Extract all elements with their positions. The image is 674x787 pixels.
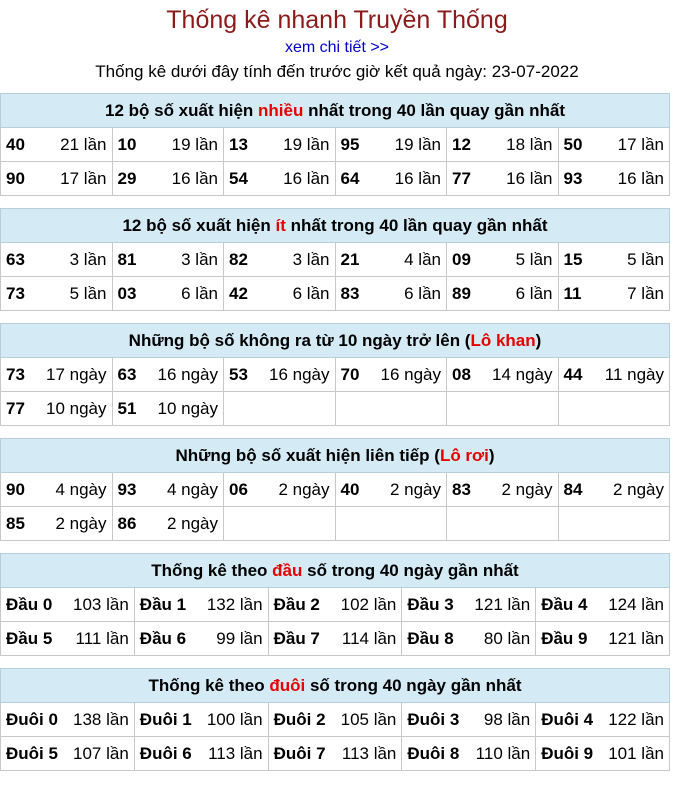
stat-cell	[224, 277, 336, 311]
stat-value: 101 lần	[608, 743, 664, 763]
stat-value: 16 lần	[506, 168, 553, 188]
stat-cell	[558, 507, 670, 541]
stat-value: 102 lần	[340, 594, 397, 614]
stat-cell	[1, 703, 135, 737]
stat-value: 138 lần	[73, 709, 129, 729]
stat-value: 98 lần	[483, 709, 531, 729]
stat-key: 90	[6, 479, 25, 499]
stat-key: 40	[6, 134, 25, 154]
stat-value: 16 ngày	[157, 364, 218, 384]
stat-value: 111 lần	[75, 628, 129, 648]
stat-cell	[112, 162, 224, 196]
section-title-text: nhất trong 40 lần quay gần nhất	[303, 100, 566, 120]
stat-key: 63	[6, 249, 25, 269]
section-title-text: số trong 40 ngày gần nhất	[305, 675, 522, 695]
stat-key: 89	[452, 283, 471, 303]
stat-cell	[447, 392, 559, 426]
stat-value: 2 ngày	[501, 479, 553, 499]
stat-key: 09	[452, 249, 471, 269]
stat-value: 2 ngày	[166, 513, 218, 533]
stat-value: 121 lần	[474, 594, 531, 614]
lo-roi-table	[0, 438, 670, 541]
table-row	[1, 277, 670, 311]
stat-key: 29	[117, 168, 137, 188]
stat-cell	[268, 703, 402, 737]
stat-cell	[268, 737, 402, 771]
stat-cell	[335, 507, 447, 541]
stat-key: 93	[563, 168, 583, 188]
stat-key: Đầu 9	[541, 628, 588, 648]
stat-cell	[335, 128, 447, 162]
page-subtitle: Thống kê dưới đây tính đến trước giờ kết quả ngày: 23-07-2022	[95, 62, 579, 81]
stat-key: Đuôi 1	[139, 709, 192, 729]
stat-key: 77	[6, 398, 25, 418]
stat-cell	[134, 588, 268, 622]
stat-key: 12	[452, 134, 471, 154]
section-title-text: số trong 40 ngày gần nhất	[302, 560, 519, 580]
stat-value: 11 ngày	[604, 364, 664, 384]
stat-key: Đầu 7	[273, 628, 320, 648]
stat-cell	[112, 243, 224, 277]
stat-key: 10	[117, 134, 137, 154]
stat-cell	[112, 128, 224, 162]
section-title	[1, 669, 670, 703]
section-title-highlight: Lô khan	[470, 330, 536, 350]
stat-cell	[1, 162, 113, 196]
stat-cell	[447, 277, 559, 311]
stat-cell	[134, 622, 268, 656]
table-row	[1, 588, 670, 622]
stat-value: 6 lần	[515, 283, 553, 303]
stat-cell	[402, 703, 536, 737]
stat-cell	[224, 128, 336, 162]
table-row	[1, 473, 670, 507]
stat-value: 80 lần	[483, 628, 531, 648]
stat-cell	[1, 588, 135, 622]
stat-cell	[447, 358, 559, 392]
stat-key: 03	[117, 283, 137, 303]
stat-value: 16 lần	[394, 168, 441, 188]
stat-value: 16 lần	[617, 168, 664, 188]
stat-key: Đầu 6	[139, 628, 187, 648]
stat-value: 107 lần	[73, 743, 129, 763]
section-title-text: )	[535, 330, 542, 350]
stat-key: 77	[452, 168, 471, 188]
stat-key: 85	[6, 513, 25, 533]
least-frequent-table	[0, 208, 670, 311]
stat-key: 42	[229, 283, 248, 303]
stat-key: Đuôi 8	[407, 743, 460, 763]
section-title-text: nhất trong 40 lần quay gần nhất	[285, 215, 548, 235]
stat-key: 64	[340, 168, 360, 188]
stat-cell	[224, 358, 336, 392]
stat-cell	[1, 128, 113, 162]
stat-value: 16 lần	[283, 168, 330, 188]
stat-cell	[447, 473, 559, 507]
stat-key: 81	[117, 249, 137, 269]
stat-cell	[402, 622, 536, 656]
stat-value: 17 lần	[60, 168, 107, 188]
tail-digit-stats-table	[0, 668, 670, 771]
stat-key: Đầu 0	[6, 594, 53, 614]
stat-key: 11	[563, 283, 582, 303]
stat-cell	[402, 588, 536, 622]
stat-cell	[536, 622, 670, 656]
section-title-text: Thống kê theo	[148, 675, 270, 695]
stat-cell	[224, 162, 336, 196]
stat-cell	[1, 277, 113, 311]
stat-cell	[224, 507, 336, 541]
stat-key: Đầu 8	[407, 628, 454, 648]
stat-cell	[268, 588, 402, 622]
stat-key: Đuôi 2	[273, 709, 326, 729]
stat-cell	[558, 392, 670, 426]
stat-cell	[1, 392, 113, 426]
stat-value: 19 lần	[171, 134, 218, 154]
stat-cell	[335, 162, 447, 196]
stat-key: 44	[563, 364, 583, 384]
stat-value: 6 lần	[404, 283, 441, 303]
stat-value: 4 ngày	[166, 479, 218, 499]
most-frequent-table	[0, 93, 670, 196]
stat-key: 84	[563, 479, 583, 499]
stat-key: 86	[117, 513, 137, 533]
stat-key: Đầu 4	[541, 594, 588, 614]
stat-key: 95	[340, 134, 360, 154]
stat-cell	[558, 162, 670, 196]
table-row	[1, 737, 670, 771]
section-title-text: Những bộ số xuất hiện liên tiếp (	[175, 445, 440, 465]
stat-value: 7 lần	[627, 283, 664, 303]
stat-key: 90	[6, 168, 25, 188]
stat-cell	[447, 128, 559, 162]
stat-value: 2 ngày	[389, 479, 441, 499]
stat-cell	[558, 128, 670, 162]
stat-key: 13	[229, 134, 248, 154]
stat-key: 82	[229, 249, 248, 269]
stat-value: 21 lần	[60, 134, 107, 154]
stat-key: 83	[452, 479, 471, 499]
stat-value: 114 lần	[341, 628, 397, 648]
page-title: Thống kê nhanh Truyền Thống	[166, 6, 508, 34]
stat-value: 2 ngày	[278, 479, 330, 499]
stat-cell	[224, 392, 336, 426]
stat-key: 73	[6, 283, 25, 303]
stat-key: 15	[563, 249, 583, 269]
stat-value: 2 ngày	[612, 479, 664, 499]
stat-key: Đuôi 7	[273, 743, 326, 763]
section-title-text: )	[488, 445, 495, 465]
stat-value: 105 lần	[340, 709, 397, 729]
more-link-row	[0, 38, 674, 58]
stat-value: 17 lần	[617, 134, 664, 154]
stat-cell	[1, 737, 135, 771]
stat-value: 121 lần	[608, 628, 664, 648]
stat-cell	[402, 737, 536, 771]
section-title-text: 12 bộ số xuất hiện	[104, 100, 259, 120]
stat-value: 5 lần	[627, 249, 664, 269]
stat-cell	[536, 588, 670, 622]
stat-cell	[335, 277, 447, 311]
stat-cell	[112, 473, 224, 507]
section-title-text: 12 bộ số xuất hiện	[122, 215, 276, 235]
stat-value: 122 lần	[608, 709, 664, 729]
table-row	[1, 128, 670, 162]
stat-key: 21	[340, 249, 360, 269]
stat-cell	[268, 622, 402, 656]
section-title-text: Những bộ số không ra từ 10 ngày trở lên (	[128, 330, 471, 350]
stat-cell	[558, 358, 670, 392]
stat-value: 99 lần	[216, 628, 263, 648]
stat-value: 103 lần	[73, 594, 129, 614]
stat-value: 3 lần	[69, 249, 107, 269]
stat-cell	[112, 277, 224, 311]
stat-cell	[134, 703, 268, 737]
stat-value: 17 ngày	[46, 364, 107, 384]
stat-key: 50	[563, 134, 583, 154]
stat-cell	[134, 737, 268, 771]
stat-key: Đuôi 3	[407, 709, 460, 729]
stat-cell	[558, 277, 670, 311]
section-title	[1, 324, 670, 358]
section-title	[1, 94, 670, 128]
stat-value: 113 lần	[341, 743, 397, 763]
table-row	[1, 622, 670, 656]
stat-key: Đầu 3	[407, 594, 454, 614]
stat-cell	[1, 622, 135, 656]
stat-key: 06	[229, 479, 248, 499]
stat-cell	[1, 358, 113, 392]
stat-cell	[224, 243, 336, 277]
stat-value: 10 ngày	[46, 398, 107, 418]
stat-value: 4 ngày	[55, 479, 107, 499]
stat-cell	[447, 162, 559, 196]
stat-value: 18 lần	[506, 134, 553, 154]
stat-cell	[558, 473, 670, 507]
head-digit-stats-table	[0, 553, 670, 656]
section-title-highlight: đuôi	[269, 675, 306, 695]
stat-value: 6 lần	[292, 283, 330, 303]
stat-cell	[335, 473, 447, 507]
stat-value: 5 lần	[69, 283, 107, 303]
stat-value: 3 lần	[181, 249, 218, 269]
stat-key: 83	[340, 283, 360, 303]
section-title-highlight: đầu	[272, 560, 303, 580]
stat-value: 16 ngày	[380, 364, 441, 384]
stat-cell	[1, 473, 113, 507]
table-row	[1, 243, 670, 277]
stat-cell	[224, 473, 336, 507]
stat-value: 3 lần	[292, 249, 330, 269]
table-row	[1, 392, 670, 426]
stat-cell	[335, 392, 447, 426]
stat-key: Đuôi 6	[139, 743, 192, 763]
stat-key: 40	[340, 479, 360, 499]
section-title-highlight: nhiều	[258, 100, 304, 120]
stat-key: Đuôi 5	[6, 743, 58, 763]
stat-value: 132 lần	[206, 594, 263, 614]
stat-cell	[447, 243, 559, 277]
section-title	[1, 554, 670, 588]
stat-cell	[536, 737, 670, 771]
stat-value: 4 lần	[404, 249, 441, 269]
table-row	[1, 703, 670, 737]
section-title-text: Thống kê theo	[151, 560, 273, 580]
stat-key: Đuôi 0	[6, 709, 58, 729]
stat-value: 2 ngày	[55, 513, 107, 533]
stat-cell	[112, 507, 224, 541]
stat-key: 70	[340, 364, 360, 384]
stat-cell	[112, 392, 224, 426]
stat-value: 124 lần	[608, 594, 664, 614]
stat-key: Đầu 5	[6, 628, 53, 648]
stat-value: 110 lần	[475, 743, 531, 763]
stat-key: 63	[117, 364, 137, 384]
table-row	[1, 507, 670, 541]
lo-khan-table	[0, 323, 670, 426]
stat-key: 93	[117, 479, 137, 499]
stat-cell	[536, 703, 670, 737]
stat-key: Đuôi 9	[541, 743, 594, 763]
stat-value: 16 lần	[171, 168, 218, 188]
stat-value: 10 ngày	[157, 398, 218, 418]
stat-value: 19 lần	[283, 134, 330, 154]
stat-value: 19 lần	[394, 134, 441, 154]
stat-value: 5 lần	[515, 249, 553, 269]
stat-cell	[447, 507, 559, 541]
stat-key: Đầu 1	[139, 594, 187, 614]
stat-key: 51	[117, 398, 137, 418]
stat-key: 54	[229, 168, 248, 188]
stat-cell	[335, 243, 447, 277]
stat-cell	[112, 358, 224, 392]
stat-cell	[1, 507, 113, 541]
view-details-link[interactable]: xem chi tiết >>	[284, 39, 390, 56]
stat-key: 73	[6, 364, 25, 384]
stat-cell	[558, 243, 670, 277]
section-title	[1, 439, 670, 473]
stat-value: 14 ngày	[492, 364, 553, 384]
table-row	[1, 162, 670, 196]
section-title-highlight: Lô rơi	[439, 445, 489, 465]
stat-cell	[1, 243, 113, 277]
stat-value: 113 lần	[208, 743, 263, 763]
stat-key: 53	[229, 364, 248, 384]
stat-value: 100 lần	[206, 709, 263, 729]
table-row	[1, 358, 670, 392]
stat-value: 16 ngày	[269, 364, 330, 384]
stat-key: Đầu 2	[273, 594, 320, 614]
stat-value: 6 lần	[181, 283, 218, 303]
stat-key: Đuôi 4	[541, 709, 594, 729]
stat-key: 08	[452, 364, 471, 384]
section-title	[1, 209, 670, 243]
section-title-highlight: ít	[275, 215, 286, 235]
stat-cell	[335, 358, 447, 392]
